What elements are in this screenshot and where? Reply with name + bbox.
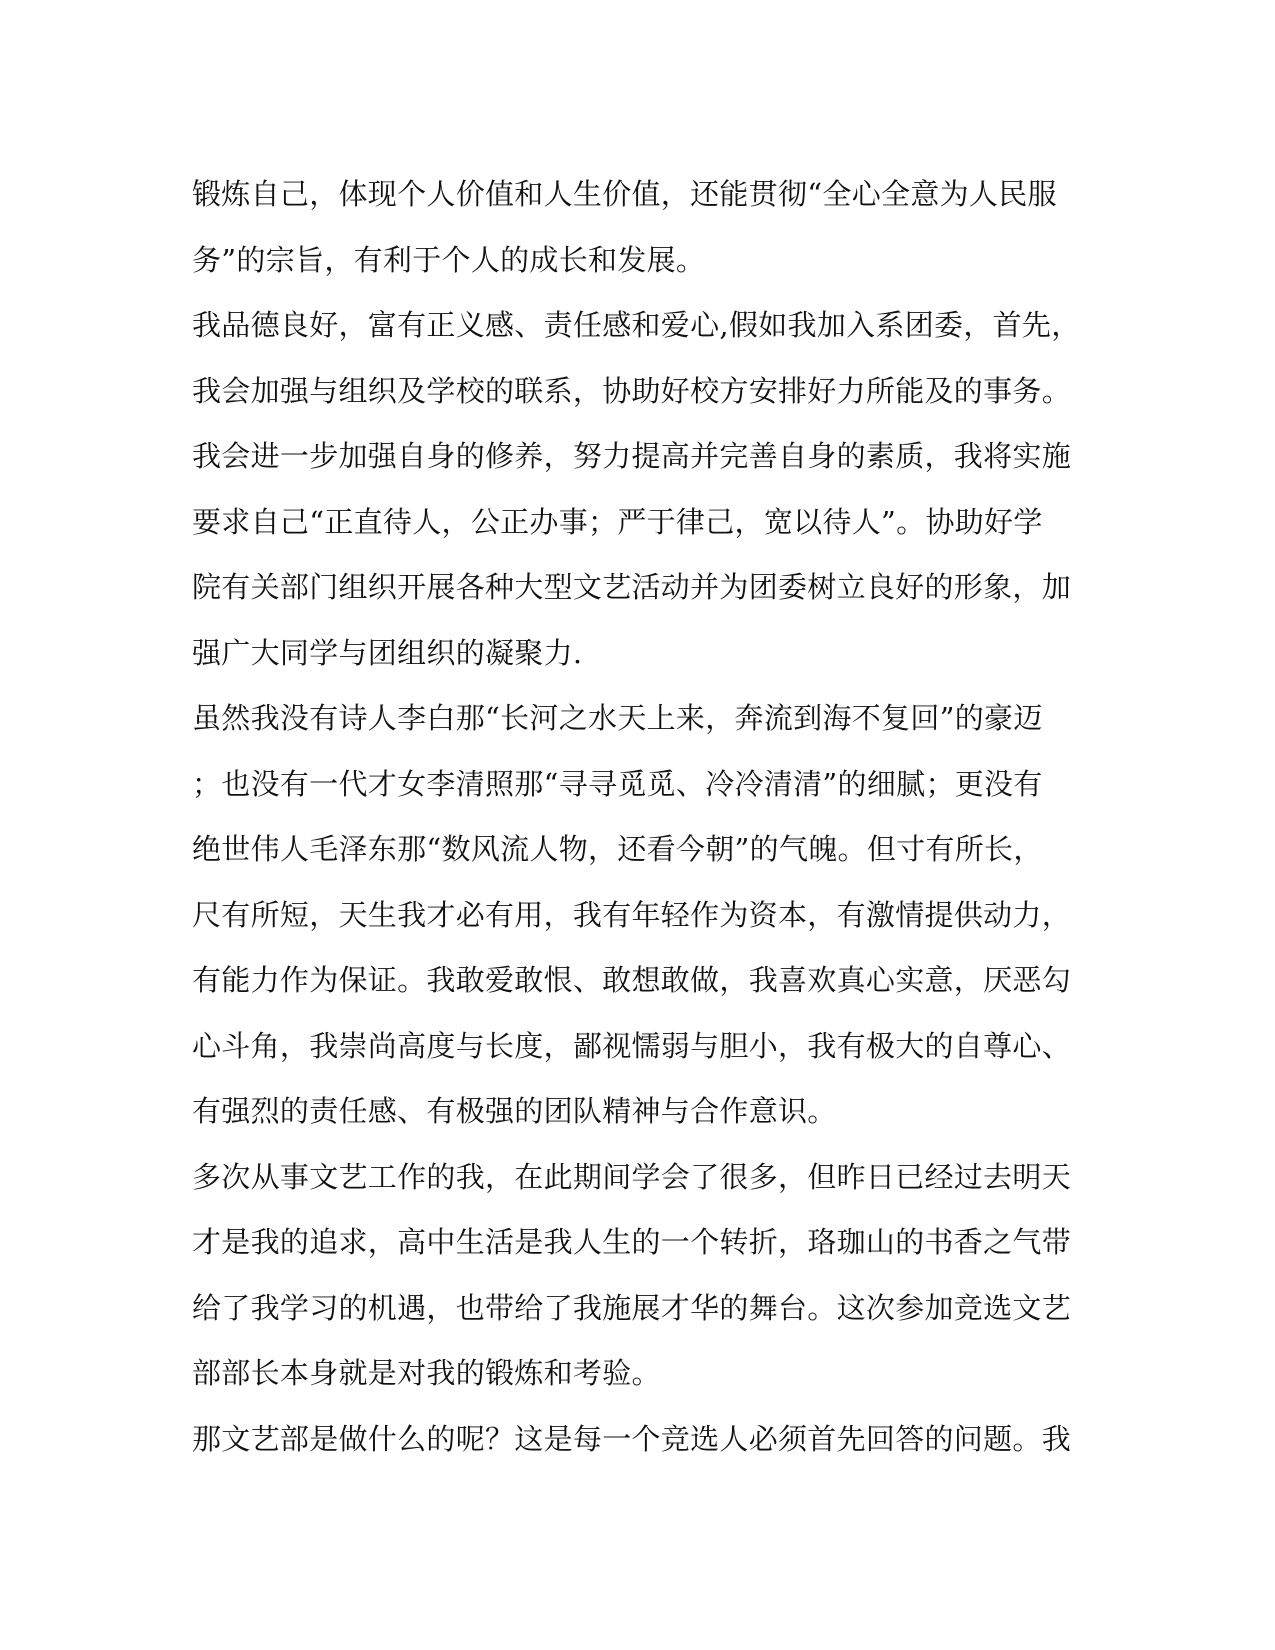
- text-line: 我品德良好，富有正义感、责任感和爱心,假如我加入系团委，首先，: [192, 308, 1081, 342]
- text-line: 要求自己“正直待人，公正办事；严于律己，宽以待人”。协助好学: [192, 504, 1043, 539]
- text-line: 心斗角，我崇尚高度与长度，鄙视懦弱与胆小，我有极大的自尊心、: [192, 1028, 1072, 1063]
- text-line: ；也没有一代才女李清照那“寻寻觅觅、冷冷清清”的细腻；更没有: [192, 766, 1043, 801]
- text-line: 我会加强与组织及学校的联系，协助好校方安排好力所能及的事务。: [192, 373, 1072, 408]
- text-line: 那文艺部是做什么的呢？这是每一个竞选人必须首先回答的问题。我: [192, 1421, 1072, 1456]
- text-line: 锻炼自己，体现个人价值和人生价值，还能贯彻“全心全意为人民服: [192, 177, 1057, 211]
- text-line: 院有关部门组织开展各种大型文艺活动并为团委树立良好的形象，加: [192, 570, 1072, 604]
- text-line: 绝世伟人毛泽东那“数风流人物，还看今朝”的气魄。但寸有所长，: [192, 832, 1043, 866]
- text-line: 多次从事文艺工作的我，在此期间学会了很多，但昨日已经过去明天: [192, 1159, 1072, 1194]
- text-line: 强广大同学与团组织的凝聚力.: [192, 635, 583, 670]
- text-line: 尺有所短，天生我才必有用，我有年轻作为资本，有激情提供动力，: [192, 897, 1072, 932]
- text-line: 虽然我没有诗人李白那“长河之水天上来，奔流到海不复回”的豪迈: [192, 701, 1043, 735]
- text-line: 有能力作为保证。我敢爱敢恨、敢想敢做，我喜欢真心实意，厌恶勾: [192, 963, 1072, 997]
- text-line: 务”的宗旨，有利于个人的成长和发展。: [192, 242, 706, 277]
- text-line: 部部长本身就是对我的锻炼和考验。: [192, 1356, 661, 1390]
- text-line: 才是我的追求，高中生活是我人生的一个转折，珞珈山的书香之气带: [192, 1225, 1072, 1259]
- text-line: 有强烈的责任感、有极强的团队精神与合作意识。: [192, 1094, 837, 1128]
- body-text: [192, 162, 1081, 1472]
- text-line: 给了我学习的机遇，也带给了我施展才华的舞台。这次参加竞选文艺: [192, 1290, 1072, 1325]
- text-line: 我会进一步加强自身的修养，努力提高并完善自身的素质，我将实施: [192, 439, 1072, 473]
